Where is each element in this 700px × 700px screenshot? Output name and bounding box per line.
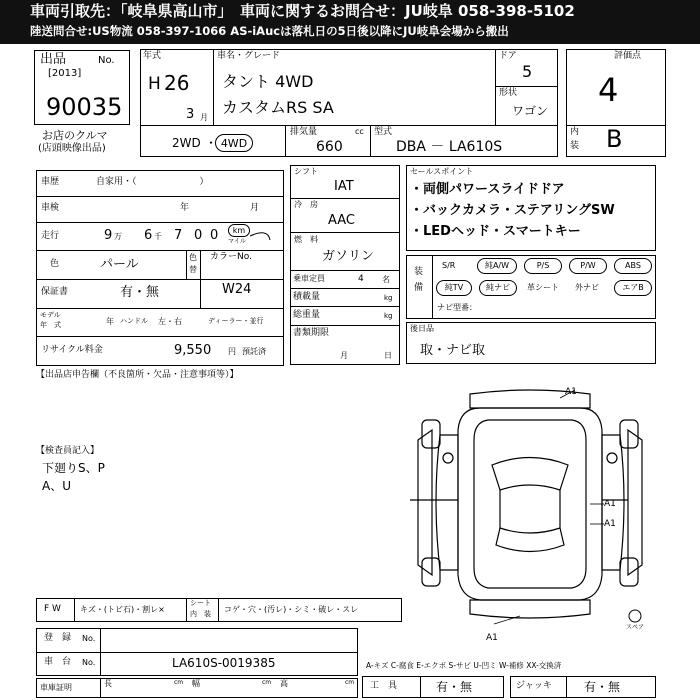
year-era: H [148, 74, 161, 94]
inspection-label: 車検 [41, 203, 60, 213]
equipment-label-1: 装 [414, 267, 424, 277]
equip-genuine-tv-circled[interactable]: 純TV [436, 280, 472, 296]
name-label: 車名・グレード [217, 51, 281, 61]
score-value: 4 [598, 71, 619, 109]
shape-value: ワゴン [512, 104, 549, 118]
reg-no-label: No. [82, 634, 96, 643]
chassis-no-label: No. [82, 658, 96, 667]
history-label: 車歴 [41, 177, 60, 187]
mileage-man: 万 [114, 232, 122, 241]
damage-mark-right-1: A1 [604, 499, 616, 509]
inspector-line2: A、U [42, 479, 71, 493]
lot-no-label: No. [98, 55, 115, 66]
lot-number: 90035 [46, 93, 123, 121]
equip-airbag-circled[interactable]: エアB [614, 280, 652, 296]
mileage-digit-7: 7 [174, 228, 183, 243]
inspection-year: 年 [180, 203, 190, 213]
shop-line1: お店のクルマ [42, 129, 108, 142]
chassis-value: LA610S-0019385 [172, 656, 276, 670]
recycle-label: リサイクル料金 [41, 345, 103, 355]
damage-mark-front: A1 [565, 387, 577, 397]
doors-label: ドア [499, 51, 517, 61]
equip-genuine-aw-circled[interactable]: 純A/W [477, 258, 517, 274]
km-circled[interactable]: km [228, 224, 250, 237]
chassis-label: 車 台 [44, 657, 72, 667]
displacement-value: 660 [316, 139, 343, 155]
model-label: 型式 [374, 127, 393, 137]
gross-label: 総重量 [293, 310, 321, 320]
color-no-label: カラーNo. [210, 252, 252, 262]
inspector-label: 【検査員記入】 [36, 446, 100, 456]
month-unit: 月 [200, 113, 208, 122]
damage-mark-right-2: A1 [604, 519, 616, 529]
equip-abs-circled[interactable]: ABS [614, 258, 652, 274]
fw-label: F W [44, 604, 61, 614]
inspection-month: 月 [250, 203, 260, 213]
drive-separator: ・ [205, 136, 218, 150]
cert-cm-1: cm [174, 679, 184, 686]
mileage-check-mark [248, 226, 278, 246]
fuel-label: 燃 料 [294, 235, 318, 244]
seat-value: コゲ・穴・(汚レ)・シミ・破レ・スレ [224, 605, 359, 614]
recycle-unit: 円 [228, 347, 236, 356]
capacity-value: 4 [358, 274, 364, 284]
cert-length: 長 [104, 679, 112, 688]
inspector-line1: 下廻りS、P [42, 461, 105, 475]
cert-cm-3: cm [345, 679, 355, 686]
equip-ps-circled[interactable]: P/S [524, 258, 562, 274]
interior-value: B [606, 125, 623, 153]
tools-label: 工 具 [370, 681, 398, 691]
gross-unit: kg [384, 312, 393, 320]
declaration-label: 【出品店申告欄（不良箇所・欠品・注意事項等）】 [36, 370, 239, 380]
mileage-digit-6: 6 [144, 228, 153, 243]
warranty-label: 保証書 [41, 287, 69, 297]
vehicle-grade: カスタムRS SA [222, 98, 334, 117]
fuel-value: ガソリン [322, 249, 375, 264]
shape-label: 形状 [499, 88, 518, 98]
seat-label-2: 内 装 [190, 610, 211, 618]
navi-type-label: ナビ型番： [437, 303, 477, 312]
doc-label: 書類期限 [293, 328, 330, 338]
color-value: パール [100, 257, 139, 272]
equip-sr: S/R [442, 261, 456, 270]
header-line1: 車両引取先：「岐阜県高山市」 車両に関するお問合せ：JU岐阜 058-398-5102 [30, 2, 575, 20]
model-year-label-1: モデル [40, 311, 61, 319]
vehicle-name: タント 4WD [222, 72, 314, 91]
cert-width: 幅 [192, 679, 200, 688]
ac-label: 冷 房 [294, 200, 318, 209]
interior-label-2: 装 [570, 141, 580, 151]
lot-year-tag: [2013] [48, 68, 82, 79]
doors-value: 5 [522, 62, 533, 81]
mileage-sen: 千 [154, 232, 162, 241]
recycle-value: 9,550 [174, 343, 212, 358]
recycle-note: 預託済 [242, 347, 266, 356]
equipment-label-2: 備 [414, 283, 424, 293]
capacity-unit: 名 [382, 275, 390, 284]
dealer-label: ディーラー・並行 [208, 317, 264, 325]
handle-label: ハンドル [120, 317, 148, 325]
mile-label: マイル [228, 238, 246, 245]
sales-point-1: ・両側パワースライドドア [410, 182, 565, 197]
doc-day: 日 [384, 351, 392, 360]
history-value: 自家用・（ ） [96, 177, 209, 187]
shift-label: シフト [294, 167, 318, 176]
after-items-value: 取・ナビ取 [420, 343, 486, 358]
shift-value: IAT [334, 179, 354, 194]
cert-height: 高 [280, 679, 288, 688]
mileage-digit-0b: 0 [210, 228, 219, 243]
after-items-label: 後日品 [410, 324, 434, 333]
color-change-1: 色 [189, 253, 197, 262]
model-year-label-2: 年 式 [40, 321, 61, 329]
jack-label: ジャッキ [516, 681, 552, 691]
drive-4wd-circled[interactable]: 4WD [215, 134, 253, 152]
month-value: 3 [186, 107, 195, 122]
score-label: 評価点 [614, 51, 642, 61]
model-year-unit: 年 [106, 317, 114, 326]
shop-line2: (店頭映像出品) [38, 143, 106, 154]
equip-leather-seat: 革シート [527, 283, 559, 292]
year-value: 26 [164, 71, 190, 95]
capacity-label: 乗車定員 [293, 274, 325, 283]
load-label: 積載量 [293, 292, 321, 302]
mileage-digit-9: 9 [104, 228, 113, 243]
interior-label-1: 内 [570, 127, 580, 137]
drive-2wd[interactable]: 2WD [172, 136, 201, 150]
year-label: 年式 [143, 51, 162, 61]
mileage-label: 走行 [41, 231, 60, 241]
damage-mark-rear: A1 [486, 633, 498, 643]
header-line2: 陸送問合せ:US物流 058-397-1066 AS-iAucは落札日の5日後以降にJU岐阜会場から搬出 [30, 24, 509, 38]
color-change-2: 替 [189, 265, 197, 274]
ac-value: AAC [328, 213, 355, 228]
color-label: 色 [50, 259, 60, 269]
warranty-value: 有・無 [120, 285, 160, 300]
fw-value: キズ・(トビ石)・割レ× [80, 605, 165, 614]
doc-month: 月 [340, 351, 348, 360]
sales-point-label: セールスポイント [410, 167, 474, 176]
handle-value: 左・右 [158, 317, 182, 326]
equip-pw-circled[interactable]: P/W [569, 258, 607, 274]
lot-label: 出品 [40, 52, 67, 67]
jack-value: 有・無 [584, 680, 621, 694]
cert-label: 車庫証明 [40, 683, 72, 692]
tools-value: 有・無 [436, 680, 473, 694]
model-value: DBA － LA610S [396, 139, 503, 155]
header-bar [0, 0, 700, 44]
sales-point-2: ・バックカメラ・ステアリングSW [410, 203, 615, 218]
displacement-unit: cc [355, 127, 364, 136]
equip-after-navi: 外ナビ [575, 283, 599, 292]
sales-point-3: ・LEDヘッド・スマートキー [410, 224, 581, 239]
displacement-label: 排気量 [290, 127, 318, 137]
damage-legend: A-キズ C-腐食 E-エクボ S-サビ U-凹ミ W-補修 XX-交換済 [366, 661, 562, 670]
mileage-digit-0a: 0 [194, 228, 203, 243]
color-no-value: W24 [222, 282, 252, 297]
equip-genuine-navi-circled[interactable]: 純ナビ [479, 280, 517, 296]
spare-label: スペア [626, 624, 645, 631]
seat-label-1: シート [190, 599, 211, 607]
reg-label: 登 録 [44, 633, 72, 643]
cert-cm-2: cm [262, 679, 272, 686]
load-unit: kg [384, 294, 393, 302]
